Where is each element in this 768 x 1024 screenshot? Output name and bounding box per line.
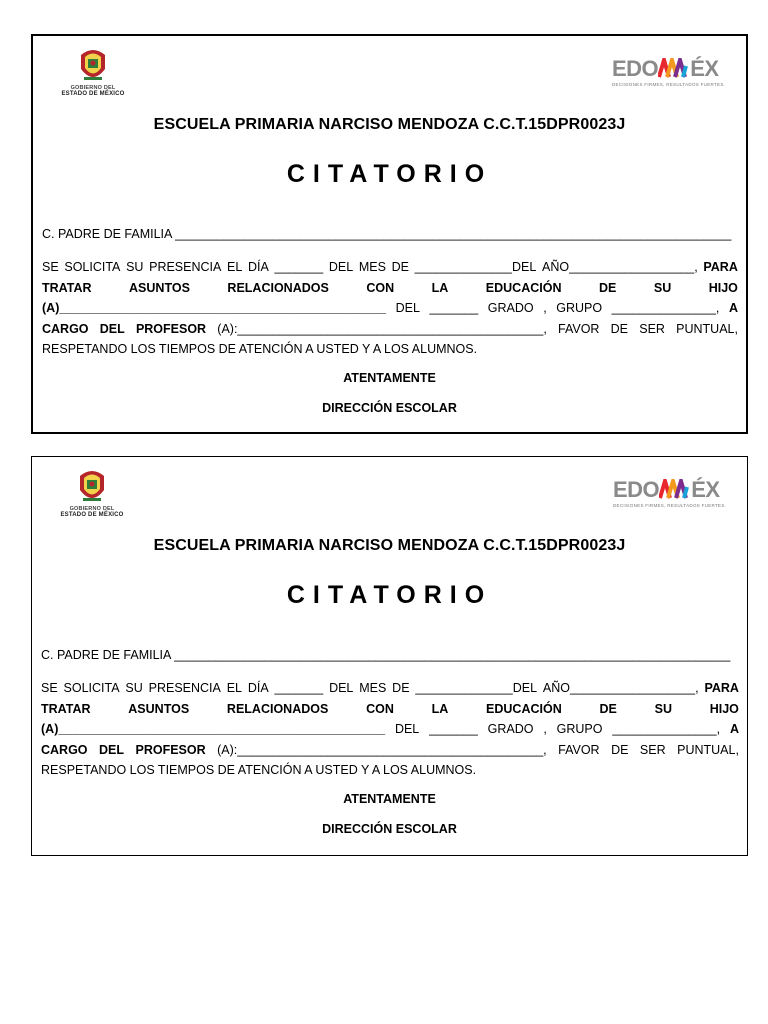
word: RELACIONADOS (226, 701, 329, 716)
edomex-slogan: DECISIONES FIRMES, RESULTADOS FUERTES. (612, 82, 726, 87)
word: PRESENCIA (149, 260, 222, 274)
word: DEL (329, 681, 354, 695)
word: DÍA (248, 260, 269, 274)
word: DEL (394, 722, 420, 736)
edomex-logo (612, 58, 734, 87)
word: SU (125, 681, 143, 695)
word: DÍA (247, 681, 269, 695)
word: GRADO (487, 722, 534, 736)
citation-card-1 (31, 34, 748, 434)
group-blank: _______________, (611, 301, 720, 315)
word: RESPETANDO LOS TIEMPOS DE ATENCIÓN A USTED Y A LOS ALUMNOS. (42, 342, 478, 356)
word: GRADO (487, 301, 534, 315)
salutation: C. PADRE DE FAMILIA ________________________________________________________________________________ (41, 648, 731, 662)
word: CARGO (42, 321, 89, 336)
word: CARGO (41, 742, 88, 757)
citation-body (42, 257, 738, 360)
gov-line2: ESTADO DE MÉXICO (61, 91, 125, 97)
word: ASUNTOS (128, 701, 190, 716)
word: RESPETANDO LOS TIEMPOS DE ATENCIÓN A USTED Y A LOS ALUMNOS. (41, 763, 477, 777)
month-blank: ______________DEL (414, 260, 537, 274)
grade-blank: _______ (429, 722, 478, 736)
word: MES (359, 681, 387, 695)
word: SU (654, 701, 672, 716)
word: FAVOR (558, 742, 600, 757)
group-blank: _______________, (612, 722, 721, 736)
school-name: ESCUELA PRIMARIA NARCISO MENDOZA C.C.T.15DPR0023J (153, 537, 626, 554)
edomex-slogan: DECISIONES FIRMES, RESULTADOS FUERTES. (613, 503, 727, 508)
citation-body (41, 678, 739, 781)
word: MES (358, 260, 386, 274)
gov-line1: GOBIERNO DEL (69, 506, 115, 512)
word: DE (611, 742, 629, 757)
word: PUNTUAL, (677, 742, 739, 757)
word: , (543, 722, 547, 736)
edomex-m-icon (659, 479, 691, 499)
edomex-logo (613, 479, 735, 508)
document-title: CITATORIO (286, 160, 493, 188)
word: DE (392, 681, 410, 695)
word: SER (639, 321, 665, 336)
state-seal-icon (77, 468, 107, 504)
word: CON (366, 701, 394, 716)
word: PROFESOR (135, 742, 206, 757)
word: DEL (328, 260, 354, 274)
word: SU (653, 280, 672, 295)
word: A (728, 301, 738, 315)
year-blank: AÑO__________________, (542, 260, 698, 274)
word: EDUCACIÓN (486, 701, 562, 716)
citation-card-2 (31, 456, 748, 856)
word: TRATAR (42, 280, 92, 295)
word: RELACIONADOS (227, 280, 329, 295)
gov-line1: GOBIERNO DEL (70, 85, 116, 91)
word: GRUPO (556, 301, 603, 315)
body-line-2 (41, 699, 739, 720)
word: DEL (99, 742, 125, 757)
body-line-3 (42, 298, 738, 319)
word: PARA (704, 681, 739, 695)
body-line-4 (42, 319, 738, 340)
salutation: C. PADRE DE FAMILIA ________________________________________________________________________________ (42, 227, 732, 241)
body-line-2 (42, 278, 738, 299)
day-blank: _______ (274, 260, 324, 274)
closing: ATENTAMENTE (343, 792, 436, 806)
word: SE (41, 681, 58, 695)
word: DEL (99, 321, 125, 336)
student-blank: (A)_______________________________________________ (42, 301, 387, 315)
student-blank: (A)_______________________________________________ (41, 722, 386, 736)
word: DE (598, 280, 617, 295)
signature: DIRECCIÓN ESCOLAR (322, 401, 457, 415)
body-line-3 (41, 719, 739, 740)
edomex-right: ÉX (691, 477, 720, 502)
gobierno-estado-mexico-logo (52, 468, 132, 518)
body-line-1 (41, 678, 739, 699)
word: EL (226, 681, 243, 695)
word: SU (126, 260, 144, 274)
word: TRATAR (41, 701, 91, 716)
word: PARA (703, 260, 738, 274)
school-name: ESCUELA PRIMARIA NARCISO MENDOZA C.C.T.15DPR0023J (153, 116, 626, 133)
gobierno-estado-mexico-logo (53, 47, 133, 97)
word: SER (639, 742, 666, 757)
edomex-m-icon (658, 58, 690, 78)
teacher-blank: (A):____________________________________________, (217, 321, 547, 336)
state-seal-icon (78, 47, 108, 83)
word: LA (431, 280, 449, 295)
word: , (543, 301, 547, 315)
word: GRUPO (556, 722, 603, 736)
edomex-left: EDO (613, 477, 660, 502)
word: DEL (395, 301, 420, 315)
word: PUNTUAL, (676, 321, 738, 336)
word: FAVOR (558, 321, 600, 336)
word: LA (431, 701, 449, 716)
word: SOLICITA (63, 681, 120, 695)
word: HIJO (709, 701, 739, 716)
word: DE (599, 701, 617, 716)
edomex-left: EDO (612, 56, 659, 81)
gov-line2: ESTADO DE MÉXICO (60, 512, 124, 518)
word: EDUCACIÓN (485, 280, 562, 295)
word: SE (42, 260, 59, 274)
word: SOLICITA (64, 260, 121, 274)
word: PROFESOR (135, 321, 207, 336)
body-line-5 (42, 339, 738, 360)
signature: DIRECCIÓN ESCOLAR (322, 822, 457, 836)
body-line-5 (41, 760, 739, 781)
day-blank: _______ (274, 681, 324, 695)
word: DE (391, 260, 409, 274)
year-blank: AÑO__________________, (542, 681, 699, 695)
word: CON (366, 280, 395, 295)
body-line-1 (42, 257, 738, 278)
closing: ATENTAMENTE (343, 371, 436, 385)
edomex-right: ÉX (690, 56, 719, 81)
teacher-blank: (A):____________________________________________, (217, 742, 547, 757)
word: PRESENCIA (148, 681, 221, 695)
word: DE (610, 321, 629, 336)
document-title: CITATORIO (286, 581, 493, 609)
word: HIJO (708, 280, 738, 295)
grade-blank: _______ (429, 301, 479, 315)
word: EL (227, 260, 243, 274)
word: ASUNTOS (129, 280, 190, 295)
body-line-4 (41, 740, 739, 761)
month-blank: ______________DEL (415, 681, 538, 695)
word: A (729, 722, 739, 736)
